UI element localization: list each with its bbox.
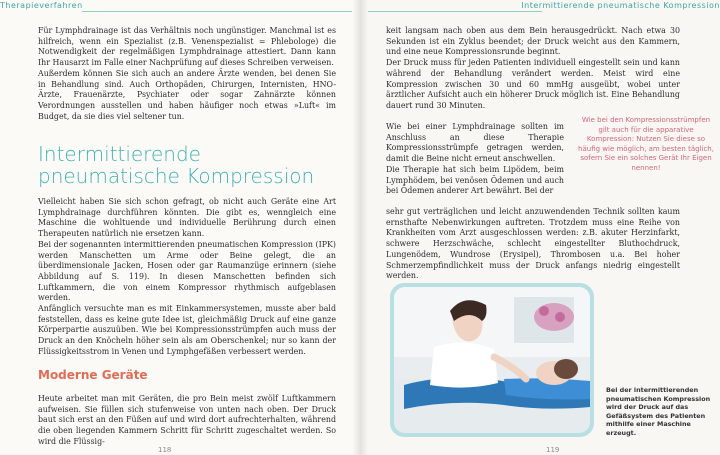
paragraph: Außerdem können Sie sich auch an andere Ärzte wenden, bei denen Sie in Behandlung sind. Auch Orthopäden, Chirurgen, Internisten, HNO-Ärzte, Frauenärzte, Psychiater oder sogar Zahnärzte können Verordnungen ausstellen und haben häufiger noch etwas »Luft« im Budget, da sie dies viel seltener tun. xyxy=(38,68,336,121)
treatment-photo xyxy=(394,287,590,433)
page-number-right: 119 xyxy=(546,446,560,454)
paragraph: Bei der sogenannten intermittierenden pneumatischen Kompression (IPK) werden Manschetten um Arme oder Beine gelegt, die an überdimensionale Jacken, Hosen oder gar Raumanzüge erinnern (siehe Abbildung auf S. 119). In diesen Manschetten befinden sich Luftkammern, die von einem Kompressor rhythmisch aufgeblasen werden. xyxy=(38,239,336,303)
paragraph: sehr gut verträglichen und leicht anzuwendenden Technik sollten kaum ernsthafte Nebenwirkungen auftreten. Trotzdem muss eine Reihe von Krankheiten vom Arzt ausgeschlossen werden: z.B. akuter Herzinfarkt, schwere Herzschwäche, schlecht eingestellter Bluthochdruck, Lungenödem, Wundrose (Erysipel), Thrombosen u.a. Bei hoher Schmerzempfindlichkeit muss der Druck anfangs niedrig eingestellt werden. xyxy=(386,207,680,281)
paragraph: Die Therapie hat sich beim Lipödem, beim Lymphödem, bei venösen Ödemen und auch bei Ödemen anderer Art bewährt. Bei der xyxy=(386,164,564,196)
subheading: Moderne Geräte xyxy=(38,368,148,382)
right-page xyxy=(360,0,720,455)
paragraph: Vielleicht haben Sie sich schon gefragt, ob nicht auch Geräte eine Art Lymphdrainage durchführen könnten. Die gibt es, wenngleich eine Maschine die wohltuende und individuelle Berührung durch einen Therapeuten natürlich nie ersetzen kann. xyxy=(38,197,336,239)
running-head-left: Therapieverfahren xyxy=(0,1,83,10)
chapter-heading: Intermittierende pneumatische Kompression xyxy=(38,142,315,188)
photo-caption: Bei der intermittierenden pneumatischen Kompression wird der Druck auf das Gefäßsystem des Patienten mithilfe einer Maschine erzeugt. xyxy=(606,386,711,437)
paragraph: Wie bei einer Lymphdrainage sollten im Anschluss an diese Therapie Kompressionsstrümpfe getragen werden, damit die Beine nicht erneut anschwellen. xyxy=(386,122,564,164)
header-rule-left xyxy=(82,11,352,12)
body-text-2 xyxy=(38,394,336,448)
intro-text xyxy=(38,26,336,122)
paragraph: keit langsam nach oben aus dem Bein herausgedrückt. Nach etwa 30 Sekunden ist ein Zyklus beendet; der Druck weicht aus den Kammern, und eine neue Kompressionsrunde beginnt. xyxy=(386,26,680,57)
paragraph: Anfänglich versuchte man es mit Einkammersystemen, musste aber bald feststellen, dass es keine gute Idee ist, gleichmäßig Druck auf eine ganze Körperpartie auszuüben. Wie bei Kompressionsstrümpfen auch muss der Druck an den Knöcheln höher sein als am Oberschenkel; nur so kann der Flüssigkeitsstrom in Venen und Lymphgefäßen verbessert werden. xyxy=(38,304,336,356)
body-text xyxy=(38,197,336,358)
body-text-full xyxy=(386,207,680,282)
page-number-left: 118 xyxy=(158,446,172,454)
photo-illustration xyxy=(394,287,590,433)
body-text-narrow xyxy=(386,122,564,197)
tip-callout xyxy=(576,116,716,186)
header-rule-right xyxy=(368,11,542,12)
gutter-shadow xyxy=(352,0,368,455)
paragraph: Der Druck muss für jeden Patienten individuell eingestellt sein und kann während der Behandlung verändert werden. Meist wird eine Kompression zwischen 30 und 60 mmHg ausgeübt, wobei unter ärztlicher Aufsicht auch ein höherer Druck möglich ist. Eine Behandlung dauert rund 30 Minuten. xyxy=(386,58,680,110)
callout-text: Wie bei den Kompressionsstrümpfen gilt auch für die apparative Kompression: Nutzen Sie diese so häufig wie möglich, am besten täglich, sofern Sie ein solches Gerät Ihr Eigen nennen! xyxy=(578,116,714,172)
running-head-right: Intermittierende pneumatische Kompression xyxy=(521,1,720,10)
paragraph: Für Lymphdrainage ist das Verhältnis noch ungünstiger. Manchmal ist es hilfreich, wenn ein Spezialist (z.B. Venenspezialist = Phlebologe) die Notwendigkeit der regelmäßigen Lymphdrainage attestiert. Dann kann Ihr Hausarzt im Falle einer Nachprüfung auf dieses Schreiben verweisen. xyxy=(38,26,336,68)
paragraph: Heute arbeitet man mit Geräten, die pro Bein meist zwölf Luftkammern aufweisen. Sie füllen sich stufenweise von unten nach oben. Der Druck baut sich erst an den Füßen auf und wird dort aufrechterhalten, während die oben liegenden Kammern Schritt für Schritt zugeschaltet werden. So wird die Flüssig- xyxy=(38,394,336,446)
body-text-top xyxy=(386,26,680,112)
photo-frame xyxy=(390,283,594,437)
